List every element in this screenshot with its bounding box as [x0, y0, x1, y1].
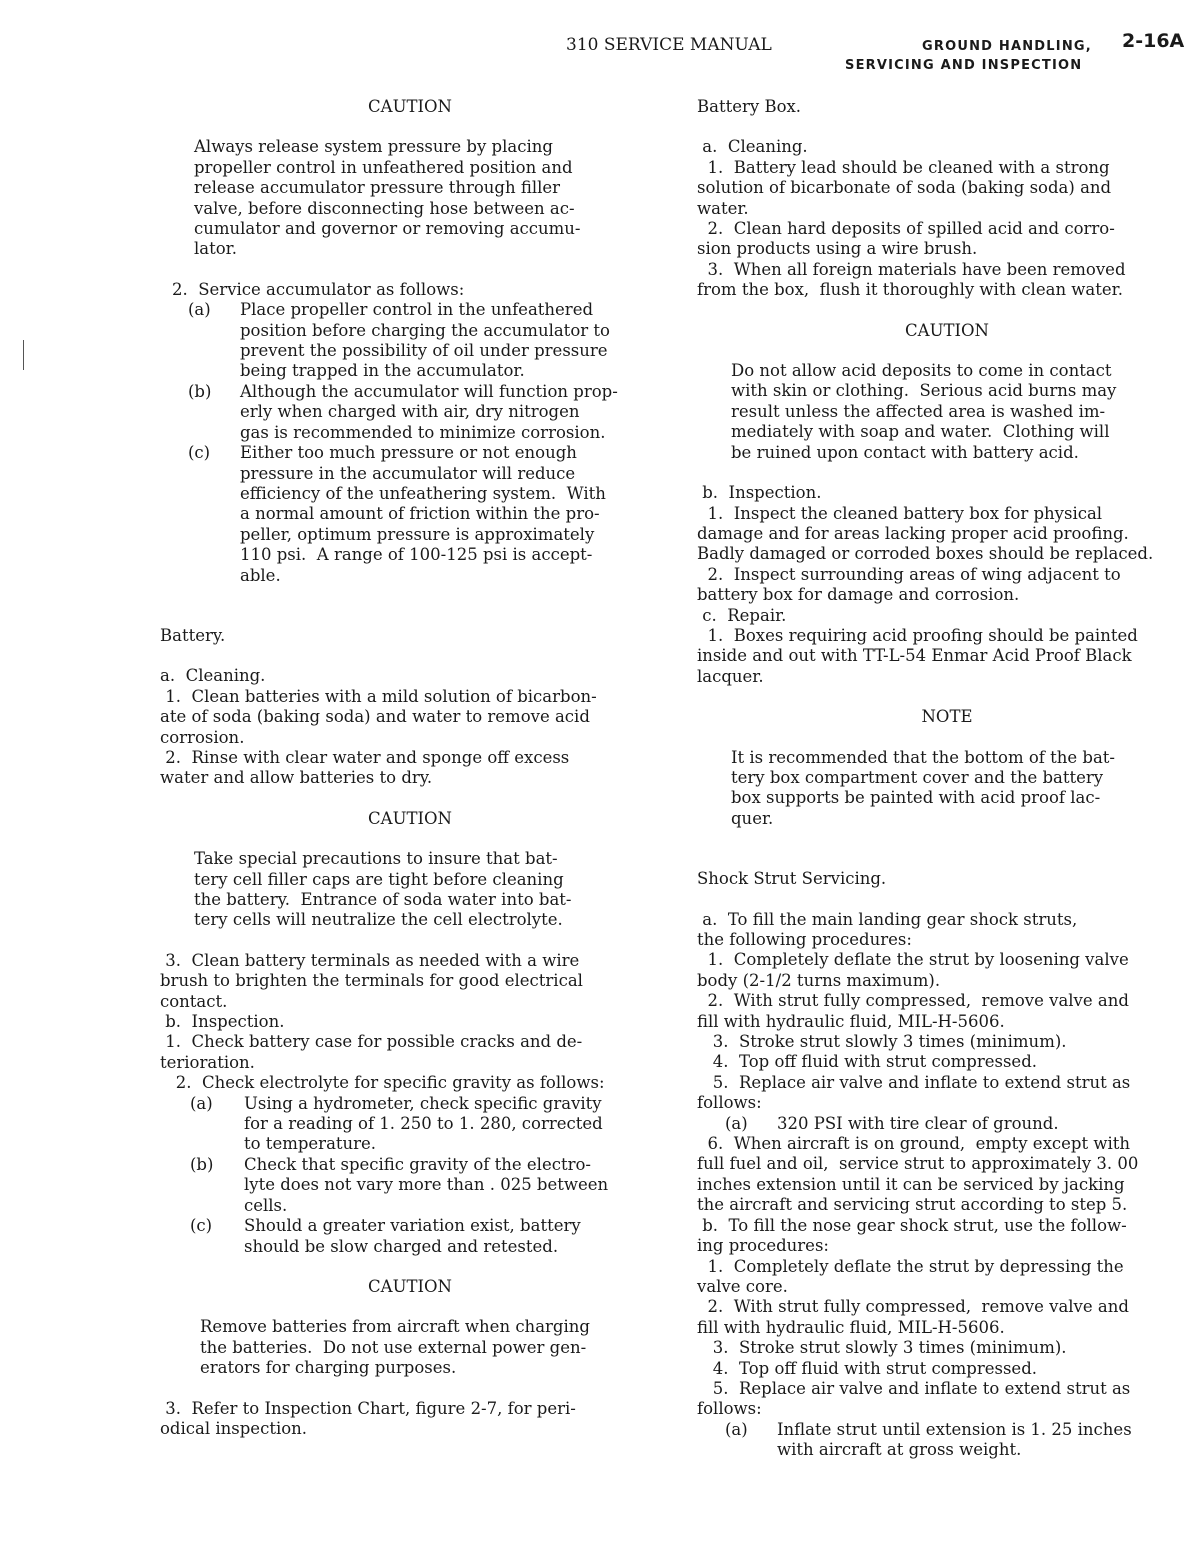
main-strut-procedure: a. To fill the main landing gear shock struts, the following procedures: 1. Completely deflate the strut by loosening valve body (2-1/2 turns maximum). 2. With strut fully compressed, remove valve and fill with hydraulic fluid, MIL-H-5606. 3. Stroke strut slowly 3 times (minimum). 4. Top off fluid with strut compressed. 5. Replace air valve and inflate to extend strut as follows:	[697, 909, 1131, 1113]
caution-heading: CAUTION	[905, 320, 989, 340]
battery-inspection-text: 3. Clean battery terminals as needed with a wire brush to brighten the terminals for good electrical contact. b. Inspection. 1. Check battery case for possible cracks and de- terioration. 2. Check electrolyte for specific gravity as follows:	[160, 950, 605, 1093]
item-label: (b)	[188, 381, 212, 401]
item-label: (a)	[190, 1093, 213, 1113]
note-heading: NOTE	[921, 707, 973, 727]
subsection-title: SERVICING AND INSPECTION	[845, 58, 1083, 73]
battery-box-heading: Battery Box.	[697, 97, 802, 116]
item-text: Check that specific gravity of the electro- lyte does not vary more than . 025 between cells.	[244, 1154, 609, 1215]
shock-strut-heading: Shock Strut Servicing.	[697, 869, 887, 889]
list-item	[190, 1094, 660, 1155]
note-text: It is recommended that the bottom of the bat- tery box compartment cover and the battery box supports be painted with acid proof lac- quer.	[731, 747, 1116, 828]
manual-title: 310 SERVICE MANUAL	[566, 35, 772, 55]
item-text: Using a hydrometer, check specific gravity for a reading of 1. 250 to 1. 280, corrected to temperature.	[244, 1093, 603, 1154]
item-text: Although the accumulator will function prop- erly when charged with air, dry nitrogen gas is recommended to minimize corrosion.	[240, 381, 618, 442]
item-label: (b)	[190, 1154, 214, 1174]
caution-heading: CAUTION	[368, 97, 452, 116]
step-2-intro: 2. Service accumulator as follows:	[172, 279, 465, 299]
battery-box-inspection-text: b. Inspection. 1. Inspect the cleaned battery box for physical damage and for areas lacking proper acid proofing. Badly damaged or corroded boxes should be replaced. 2. Inspect surrounding areas of wing adjacent to battery box for damage and corrosion. c. Repair. 1. Boxes requiring acid proofing should be painted inside and out with TT-L-54 Enmar Acid Proof Black lacquer.	[697, 483, 1154, 686]
battery-box-cleaning-text: a. Cleaning. 1. Battery lead should be cleaned with a strong solution of bicarbonate of soda (baking soda) and water. 2. Clean hard deposits of spilled acid and corro- sion products using a wire brush. 3. When all foreign materials have been removed from the box, flush it thoroughly with clean water.	[697, 137, 1126, 300]
item-label: (c)	[188, 443, 211, 463]
caution-heading: CAUTION	[368, 808, 452, 828]
item-text: Either too much pressure or not enough pressure in the accumulator will reduce efficiency of the unfeathering system. With a normal amount of friction within the pro- peller, optimum pressure is approximately 110 psi. A range of 100-125 psi is accept- able.	[240, 443, 606, 585]
nose-strut-procedure: 6. When aircraft is on ground, empty except with full fuel and oil, service strut to approximately 3. 00 inches extension until it can be serviced by jacking the aircraft and servicing strut according to step 5. b. To fill the nose gear shock strut, use the follow- ing procedures: 1. Completely deflate the strut by depressing the valve core. 2. With strut fully compressed, remove valve and fill with hydraulic fluid, MIL-H-5606. 3. Stroke strut slowly 3 times (minimum). 4. Top off fluid with strut compressed. 5. Replace air valve and inflate to extend strut as follows:	[697, 1134, 1139, 1419]
battery-cleaning-text: a. Cleaning. 1. Clean batteries with a mild solution of bicarbon- ate of soda (baking soda) and water to remove acid corrosion. 2. Rinse with clear water and sponge off excess water and allow batteries to dry.	[160, 666, 597, 788]
left-column	[160, 97, 660, 1439]
item-label: (c)	[190, 1216, 213, 1236]
battery-heading: Battery.	[160, 625, 226, 645]
list-item	[725, 1114, 1197, 1134]
caution-text: Always release system pressure by placing propeller control in unfeathered position and release accumulator pressure through filler valve, before disconnecting hose between ac- cumulator and governor or removing accumu- lator.	[194, 137, 581, 259]
caution-text: Remove batteries from aircraft when charging the batteries. Do not use external power gen- erators for charging purposes.	[200, 1317, 590, 1378]
item-label: (a)	[725, 1419, 748, 1439]
list-item	[188, 443, 660, 586]
caution-text: Take special precautions to insure that bat- tery cell filler caps are tight before cleaning the battery. Entrance of soda water into bat- tery cells will neutralize the cell electrolyte.	[194, 849, 572, 930]
page-number: 2-16A	[1122, 30, 1185, 52]
list-item	[188, 382, 660, 443]
caution-text: Do not allow acid deposits to come in contact with skin or clothing. Serious acid burns may result unless the affected area is washed im- mediately with soap and water. Clothing will be ruined upon contact with battery acid.	[731, 361, 1117, 462]
revision-bar	[23, 340, 24, 370]
caution-heading: CAUTION	[368, 1276, 452, 1296]
item-text: Inflate strut until extension is 1. 25 inches with aircraft at gross weight.	[777, 1419, 1132, 1460]
right-column	[697, 97, 1197, 1461]
list-item	[190, 1216, 660, 1257]
list-item	[190, 1155, 660, 1216]
item-label: (a)	[725, 1113, 748, 1133]
item-text: 320 PSI with tire clear of ground.	[777, 1113, 1059, 1133]
list-item	[188, 300, 660, 382]
gravity-list	[190, 1094, 660, 1257]
item-text: Place propeller control in the unfeathered position before charging the accumulator to prevent the possibility of oil under pressure being trapped in the accumulator.	[240, 300, 610, 381]
list-item	[725, 1420, 1197, 1461]
item-label: (a)	[188, 300, 211, 320]
inspection-chart-reference: 3. Refer to Inspection Chart, figure 2-7, for peri- odical inspection.	[160, 1398, 576, 1438]
section-title: GROUND HANDLING,	[922, 39, 1092, 54]
item-text: Should a greater variation exist, battery should be slow charged and retested.	[244, 1216, 581, 1256]
accumulator-list	[188, 300, 660, 586]
